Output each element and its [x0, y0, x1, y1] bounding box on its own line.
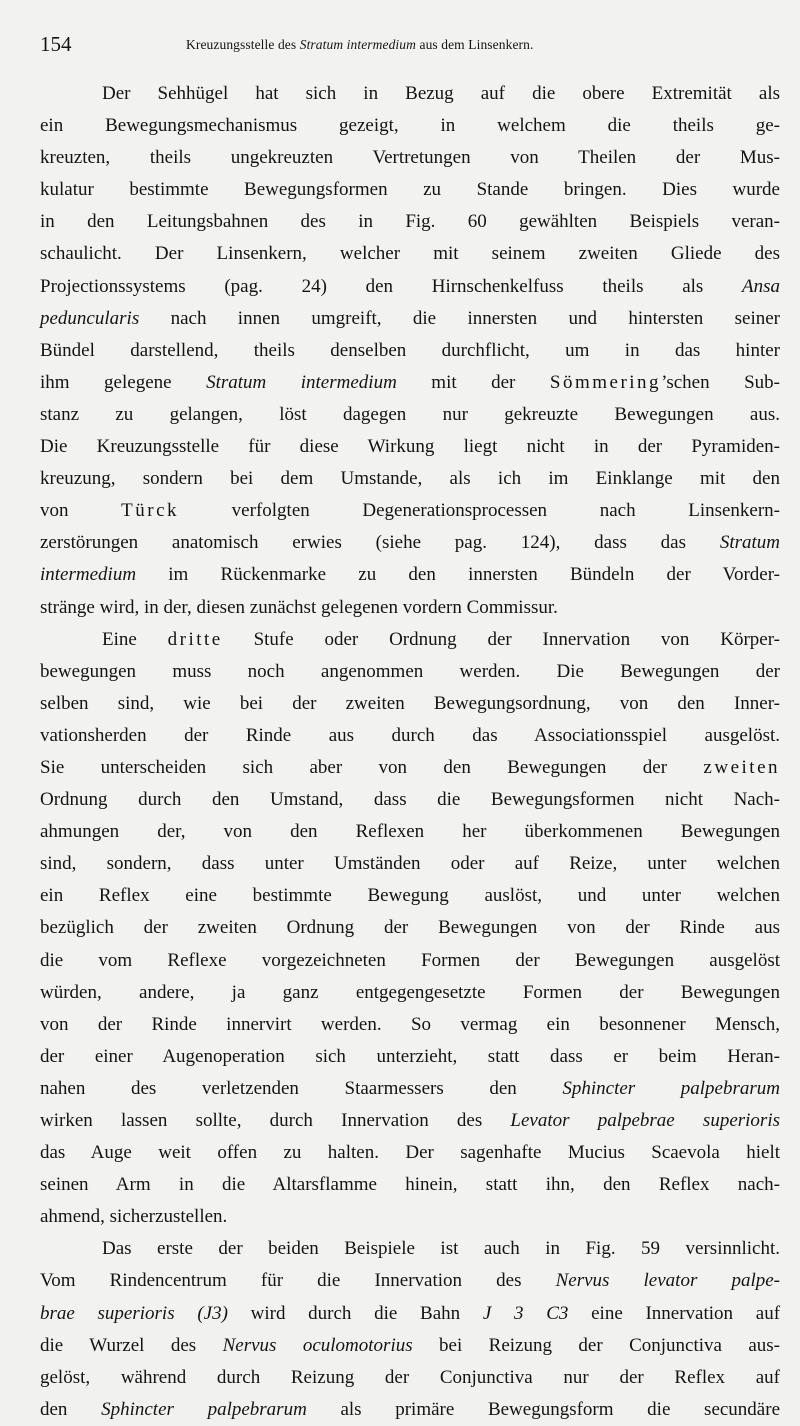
- italic-term: Ansa: [742, 275, 780, 297]
- text-line: [40, 1330, 780, 1362]
- text-line: [40, 206, 780, 238]
- text-segment: die Wurzel des: [40, 1334, 223, 1356]
- text-segment: von: [40, 500, 122, 522]
- running-head-part: Kreuzungsstelle des: [186, 37, 300, 52]
- text-line: [40, 527, 780, 559]
- italic-term: Stratum: [719, 532, 780, 554]
- text-line: [40, 174, 780, 206]
- text-segment: in den Leitungsbahnen des in Fig. 60 gewählten Beispiels veran-: [40, 211, 780, 233]
- text-line: [40, 367, 780, 399]
- text-segment: stränge wird, in der, diesen zunächst gelegenen vordern Commissur.: [40, 596, 558, 618]
- text-segment: ahmend, sicherzustellen.: [40, 1206, 228, 1228]
- text-line: [40, 463, 780, 495]
- text-line: [40, 1137, 780, 1169]
- text-line: [40, 688, 780, 720]
- text-segment: die vom Reflexe vorgezeichneten Formen der Bewegungen ausgelöst: [40, 949, 780, 971]
- text-segment: seinen Arm in die Altarsflamme hinein, statt ihn, den Reflex nach-: [40, 1174, 780, 1196]
- spaced-emphasis: Sömmering: [549, 371, 662, 393]
- text-segment: Eine: [102, 628, 168, 650]
- running-head-italic: Stratum intermedium: [299, 37, 416, 52]
- text-line: [40, 495, 780, 527]
- text-line: [40, 1073, 780, 1105]
- body-text: [40, 78, 780, 1426]
- italic-term: Levator palpebrae superioris: [510, 1110, 780, 1131]
- text-line: [40, 1298, 780, 1330]
- page-header: [40, 32, 780, 60]
- text-segment: Stufe oder Ordnung der Innervation von Körper-: [222, 628, 780, 650]
- text-line: [40, 559, 780, 591]
- text-line: [40, 303, 780, 335]
- italic-term: Sphincter palpebrarum: [101, 1398, 307, 1420]
- text-segment: vationsherden der Rinde aus durch das Associationsspiel ausgelöst.: [40, 724, 780, 746]
- text-segment: Der Sehhügel hat sich in Bezug auf die obere Extremität als: [102, 83, 780, 104]
- italic-term: peduncularis: [40, 307, 140, 329]
- running-head-part: aus dem Linsenkern.: [416, 37, 534, 52]
- text-segment: der einer Augenoperation sich unterzieht, statt dass er beim Heran-: [40, 1045, 780, 1067]
- text-segment: Das erste der beiden Beispiele ist auch in Fig. 59 versinnlicht.: [102, 1238, 780, 1260]
- text-line: [40, 110, 780, 142]
- text-line: [40, 78, 780, 110]
- text-line: [40, 1105, 780, 1137]
- text-segment: Ordnung durch den Umstand, dass die Bewegungsformen nicht Nach-: [40, 789, 780, 811]
- page-number: 154: [40, 32, 72, 56]
- text-line: [40, 335, 780, 367]
- text-line: [40, 1394, 780, 1426]
- text-segment: zerstörungen anatomisch erwies (siehe pag. 124), dass das: [40, 532, 720, 554]
- running-head: [186, 37, 533, 53]
- text-line: [40, 238, 780, 270]
- text-segment: den: [40, 1398, 102, 1420]
- text-segment: würden, andere, ja ganz entgegengesetzte Formen der Bewegungen: [40, 981, 780, 1003]
- text-line: [40, 752, 780, 784]
- text-segment: im Rückenmarke zu den innersten Bündeln der Vorder-: [136, 564, 780, 586]
- text-line: [40, 1265, 780, 1297]
- text-segment: Bündel darstellend, theils denselben durchflicht, um in das hinter: [40, 339, 780, 361]
- text-line: [40, 720, 780, 752]
- text-line: [40, 624, 780, 656]
- text-segment: bei Reizung der Conjunctiva aus-: [412, 1334, 781, 1356]
- text-segment: nach innen umgreift, die innersten und hintersten seiner: [139, 307, 780, 329]
- spaced-emphasis: dritte: [167, 628, 223, 650]
- text-segment: selben sind, wie bei der zweiten Bewegungsordnung, von den Inner-: [40, 692, 780, 714]
- text-line: [40, 945, 780, 977]
- spaced-emphasis: Türck: [121, 500, 180, 522]
- text-segment: sind, sondern, dass unter Umständen oder auf Reize, unter welchen: [40, 853, 780, 875]
- text-segment: ein Reflex eine bestimmte Bewegung auslöst, und unter welchen: [40, 885, 780, 907]
- text-line: [40, 142, 780, 174]
- text-segment: Projectionssystems (pag. 24) den Hirnschenkelfuss theils als: [40, 275, 742, 297]
- text-segment: bewegungen muss noch angenommen werden. Die Bewegungen der: [40, 660, 780, 682]
- text-segment: kreuzten, theils ungekreuzten Vertretungen von Theilen der Mus-: [40, 147, 780, 169]
- text-segment: Sie unterscheiden sich aber von den Bewegungen der: [40, 756, 704, 778]
- text-line: [40, 399, 780, 431]
- italic-term: brae superioris (J3): [40, 1302, 228, 1324]
- text-segment: kreuzung, sondern bei dem Umstande, als ich im Einklange mit den: [40, 468, 780, 490]
- text-line: [40, 1169, 780, 1201]
- text-segment: gelöst, während durch Reizung der Conjunctiva nur der Reflex auf: [40, 1366, 780, 1388]
- italic-term: Stratum intermedium: [206, 371, 397, 393]
- text-segment: eine Innervation auf: [568, 1302, 781, 1324]
- text-segment: stanz zu gelangen, löst dagegen nur gekreuzte Bewegungen aus.: [40, 403, 780, 425]
- italic-term: Nervus levator palpe-: [555, 1270, 780, 1292]
- italic-term: Nervus oculomotorius: [222, 1334, 413, 1356]
- text-line: [40, 1041, 780, 1073]
- text-segment: schaulicht. Der Linsenkern, welcher mit seinem zweiten Gliede des: [40, 243, 780, 265]
- text-segment: kulatur bestimmte Bewegungsformen zu Stande bringen. Dies wurde: [40, 179, 780, 201]
- text-line: [40, 1009, 780, 1041]
- text-line: [40, 977, 780, 1009]
- text-segment: nahen des verletzenden Staarmessers den: [40, 1077, 563, 1099]
- text-segment: das Auge weit offen zu halten. Der sagenhafte Mucius Scaevola hielt: [40, 1142, 780, 1164]
- italic-term: intermedium: [40, 564, 137, 586]
- text-line: [40, 431, 780, 463]
- italic-term: J 3 C3: [482, 1302, 569, 1324]
- text-line: [40, 880, 780, 912]
- text-segment: von der Rinde innervirt werden. So vermag ein besonnener Mensch,: [40, 1013, 780, 1035]
- text-segment: ein Bewegungsmechanismus gezeigt, in welchem die theils ge-: [40, 115, 780, 137]
- text-line: [40, 816, 780, 848]
- text-line: [40, 784, 780, 816]
- text-line: [40, 912, 780, 944]
- text-segment: verfolgten Degenerationsprocessen nach Linsenkern-: [179, 500, 781, 522]
- text-segment: ahmungen der, von den Reflexen her überkommenen Bewegungen: [40, 821, 780, 843]
- italic-term: Sphincter palpebrarum: [562, 1077, 780, 1099]
- text-segment: ihm gelegene: [40, 371, 207, 393]
- text-segment: als primäre Bewegungsform die secundäre: [306, 1398, 781, 1420]
- text-segment: Die Kreuzungsstelle für diese Wirkung liegt nicht in der Pyramiden-: [40, 436, 780, 458]
- text-line: [40, 271, 780, 303]
- text-segment: Vom Rindencentrum für die Innervation des: [40, 1270, 556, 1292]
- text-line: [40, 1233, 780, 1265]
- spaced-emphasis: zweiten: [703, 756, 780, 778]
- text-segment: wird durch die Bahn: [227, 1302, 483, 1324]
- text-line: [40, 848, 780, 880]
- text-segment: mit der: [396, 371, 550, 393]
- text-line: [40, 656, 780, 688]
- text-line: [40, 1201, 780, 1233]
- text-segment: wirken lassen sollte, durch Innervation des: [40, 1110, 511, 1131]
- text-segment: ’schen Sub-: [661, 371, 780, 393]
- text-line: [40, 592, 780, 624]
- text-segment: bezüglich der zweiten Ordnung der Bewegungen von der Rinde aus: [40, 917, 780, 939]
- text-line: [40, 1362, 780, 1394]
